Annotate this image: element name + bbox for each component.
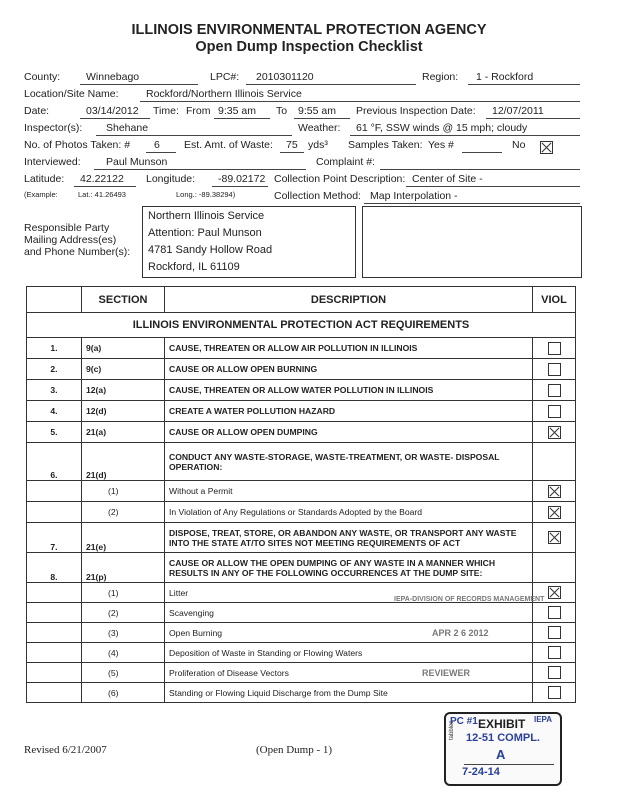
time-to-line xyxy=(294,118,350,119)
row-section: 21(d) xyxy=(82,443,165,481)
row-section: 12(a) xyxy=(82,380,165,401)
table-row xyxy=(27,623,576,643)
complaint-line xyxy=(380,169,580,170)
table-row xyxy=(27,380,576,401)
complaint-label: Complaint #: xyxy=(316,156,375,168)
row-section: 21(a) xyxy=(82,422,165,443)
location-value: Rockford/Northern Illinois Service xyxy=(146,88,302,100)
collection-method-line xyxy=(364,203,580,204)
viol-checkbox[interactable] xyxy=(548,342,561,355)
row-description: CAUSE OR ALLOW OPEN DUMPING xyxy=(165,422,533,443)
row-number: 1. xyxy=(27,338,82,359)
row-viol xyxy=(533,338,576,359)
row-section: 12(d) xyxy=(82,401,165,422)
row-description: Without a Permit xyxy=(165,481,533,502)
weather-label: Weather: xyxy=(298,122,341,134)
county-line xyxy=(80,84,198,85)
revised-date: Revised 6/21/2007 xyxy=(24,744,107,756)
collection-method-value: Map Interpolation - xyxy=(370,190,458,202)
row-description: CAUSE, THREATEN OR ALLOW WATER POLLUTION IN ILLINOIS xyxy=(165,380,533,401)
checklist-table xyxy=(26,286,576,703)
samples-label: Samples Taken: xyxy=(348,139,423,151)
header-section: SECTION xyxy=(82,287,165,313)
samples-yes-line xyxy=(462,152,502,153)
date-line xyxy=(80,118,150,119)
received-stamp: IEPA-DIVISION OF RECORDS MANAGEMENT xyxy=(394,596,545,603)
viol-checkbox[interactable] xyxy=(548,506,561,519)
viol-checkbox[interactable] xyxy=(548,405,561,418)
inspector-value: Shehane xyxy=(106,122,149,134)
row-number: 3. xyxy=(27,380,82,401)
example-lat: Lat.: 41.26493 xyxy=(78,190,126,199)
page-number: (Open Dump - 1) xyxy=(256,744,333,756)
example-long: Long.: -89.38294) xyxy=(176,190,236,199)
table-row xyxy=(27,338,576,359)
row-number xyxy=(27,583,82,603)
rp-line-3: 4781 Sandy Hollow Road xyxy=(148,244,273,256)
row-number xyxy=(27,663,82,683)
row-number: 4. xyxy=(27,401,82,422)
row-viol xyxy=(533,603,576,623)
example-label: (Example: xyxy=(24,190,58,199)
row-section: (4) xyxy=(82,643,165,663)
row-viol xyxy=(533,623,576,643)
row-section: (2) xyxy=(82,603,165,623)
viol-checkbox[interactable] xyxy=(548,363,561,376)
row-description: CAUSE, THREATEN OR ALLOW AIR POLLUTION IN ILLINOIS xyxy=(165,338,533,359)
viol-checkbox[interactable] xyxy=(548,686,561,699)
location-label: Location/Site Name: xyxy=(24,88,119,100)
header-blank xyxy=(27,287,82,313)
exhibit-letter: A xyxy=(496,747,506,762)
reviewer-stamp: REVIEWER xyxy=(422,668,471,678)
collection-point-label: Collection Point Description: xyxy=(274,173,406,185)
table-row xyxy=(27,422,576,443)
row-number xyxy=(27,603,82,623)
row-viol xyxy=(533,663,576,683)
yds-label: yds³ xyxy=(308,139,328,151)
row-description: Deposition of Waste in Standing or Flowing Waters xyxy=(165,643,533,663)
waste-line xyxy=(280,152,304,153)
table-row xyxy=(27,481,576,502)
table-row xyxy=(27,359,576,380)
row-description: DISPOSE, TREAT, STORE, OR ABANDON ANY WASTE, OR TRANSPORT ANY WASTE INTO THE STATE AT/TO SITES NOT MEETING REQUIREMENTS OF ACT xyxy=(165,523,533,553)
longitude-line xyxy=(212,186,268,187)
longitude-value: -89.02172 xyxy=(218,173,266,185)
date-label: Date: xyxy=(24,105,50,117)
time-to-value: 9:55 am xyxy=(298,105,336,117)
interviewed-line xyxy=(94,169,306,170)
interviewed-value: Paul Munson xyxy=(106,156,168,168)
rp-line-1: Northern Illinois Service xyxy=(148,210,265,222)
exhibit-label: EXHIBIT xyxy=(478,717,526,731)
row-number xyxy=(27,481,82,502)
collection-method-label: Collection Method: xyxy=(274,190,361,202)
table-row xyxy=(27,683,576,703)
form-title: Open Dump Inspection Checklist xyxy=(195,39,423,55)
to-label: To xyxy=(276,105,288,117)
photos-value: 6 xyxy=(154,139,160,151)
row-description: Litter xyxy=(165,583,533,603)
table-row xyxy=(27,603,576,623)
row-section: 9(a) xyxy=(82,338,165,359)
latitude-label: Latitude: xyxy=(24,173,65,185)
table-row xyxy=(27,553,576,583)
exhibit-line xyxy=(464,764,554,765)
waste-value: 75 xyxy=(286,139,298,151)
rp-line-4: Rockford, IL 61109 xyxy=(148,261,240,273)
row-number: 6. xyxy=(27,443,82,481)
row-viol xyxy=(533,380,576,401)
region-label: Region: xyxy=(422,71,459,83)
viol-checkbox[interactable] xyxy=(548,646,561,659)
row-section: 9(c) xyxy=(82,359,165,380)
row-viol xyxy=(533,502,576,523)
row-description: CONDUCT ANY WASTE-STORAGE, WASTE-TREATMENT, OR WASTE- DISPOSAL OPERATION: xyxy=(165,443,533,481)
row-description: Standing or Flowing Liquid Discharge from the Dump Site xyxy=(165,683,533,703)
samples-no-label: No xyxy=(512,139,526,151)
row-viol xyxy=(533,422,576,443)
interviewed-label: Interviewed: xyxy=(24,156,81,168)
inspector-label: Inspector(s): xyxy=(24,122,83,134)
responsible-party-box xyxy=(142,206,356,278)
inspector-line xyxy=(96,135,292,136)
prev-inspection-label: Previous Inspection Date: xyxy=(356,105,476,117)
exhibit-date: 7-24-14 xyxy=(462,766,500,778)
row-section: 21(p) xyxy=(82,553,165,583)
row-viol xyxy=(533,481,576,502)
viol-checkbox[interactable] xyxy=(548,426,561,439)
latitude-value: 42.22122 xyxy=(80,173,124,185)
viol-checkbox[interactable] xyxy=(548,384,561,397)
date-value: 03/14/2012 xyxy=(86,105,139,117)
rp-label-2: Mailing Address(es) xyxy=(24,234,117,246)
region-line xyxy=(468,84,580,85)
row-number xyxy=(27,643,82,663)
exhibit-hand-2: IEPA xyxy=(534,715,553,724)
table-row xyxy=(27,663,576,683)
row-number: 7. xyxy=(27,523,82,553)
county-label: County: xyxy=(24,71,61,83)
row-section: (1) xyxy=(82,583,165,603)
row-number: 5. xyxy=(27,422,82,443)
county-value: Winnebago xyxy=(86,71,140,83)
region-value: 1 - Rockford xyxy=(476,71,534,83)
row-viol xyxy=(533,443,576,481)
collection-point-value: Center of Site - xyxy=(412,173,483,185)
samples-no-checkbox[interactable] xyxy=(540,139,553,157)
rp-line-2: Attention: Paul Munson xyxy=(148,227,262,239)
row-description: Proliferation of Disease Vectors xyxy=(165,663,533,683)
table-row xyxy=(27,502,576,523)
from-label: From xyxy=(186,105,211,117)
prev-inspection-value: 12/07/2011 xyxy=(492,105,544,117)
agency-title: ILLINOIS ENVIRONMENTAL PROTECTION AGENCY xyxy=(131,22,487,38)
viol-checkbox[interactable] xyxy=(548,586,561,599)
location-line xyxy=(140,101,580,102)
lpc-value: 2010301120 xyxy=(256,71,314,83)
row-section: (6) xyxy=(82,683,165,703)
table-row xyxy=(27,643,576,663)
row-number xyxy=(27,683,82,703)
latitude-line xyxy=(74,186,136,187)
time-label: Time: xyxy=(153,105,179,117)
row-description: CREATE A WATER POLLUTION HAZARD xyxy=(165,401,533,422)
row-description: CAUSE OR ALLOW OPEN BURNING xyxy=(165,359,533,380)
prev-inspection-line xyxy=(486,118,580,119)
table-row xyxy=(27,523,576,553)
waste-label: Est. Amt. of Waste: xyxy=(184,139,273,151)
collection-point-line xyxy=(406,186,580,187)
time-from-value: 9:35 am xyxy=(218,105,256,117)
row-number xyxy=(27,502,82,523)
table-row xyxy=(27,443,576,481)
secondary-party-box xyxy=(362,206,582,278)
exhibit-hand-3: 12-51 COMPL. xyxy=(466,732,540,744)
row-description: CAUSE OR ALLOW THE OPEN DUMPING OF ANY WASTE IN A MANNER WHICH RESULTS IN ANY OF THE FOLLOWING OCCURRENCES AT THE DUMP SITE: xyxy=(165,553,533,583)
row-description: Scavenging xyxy=(165,603,533,623)
row-number xyxy=(27,623,82,643)
rp-label-3: and Phone Number(s): xyxy=(24,246,131,258)
exhibit-sticker xyxy=(444,712,562,786)
exhibit-hand-1: PC #1 xyxy=(450,716,478,727)
row-description: In Violation of Any Regulations or Standards Adopted by the Board xyxy=(165,502,533,523)
row-description: Open Burning xyxy=(165,623,533,643)
row-viol xyxy=(533,523,576,553)
row-section: (3) xyxy=(82,623,165,643)
viol-checkbox[interactable] xyxy=(548,485,561,498)
header-description: DESCRIPTION xyxy=(165,287,533,313)
lpc-label: LPC#: xyxy=(210,71,240,83)
rp-label-1: Responsible Party xyxy=(24,222,110,234)
lpc-line xyxy=(246,84,416,85)
row-section: 21(e) xyxy=(82,523,165,553)
row-section: (5) xyxy=(82,663,165,683)
row-number: 8. xyxy=(27,553,82,583)
row-number: 2. xyxy=(27,359,82,380)
header-viol: VIOL xyxy=(533,287,576,313)
row-viol xyxy=(533,401,576,422)
viol-checkbox[interactable] xyxy=(548,666,561,679)
row-viol xyxy=(533,553,576,583)
time-from-line xyxy=(214,118,270,119)
received-date-stamp: APR 2 6 2012 xyxy=(432,628,489,638)
weather-value: 61 °F, SSW winds @ 15 mph; cloudy xyxy=(356,122,528,134)
exhibit-tag: tabbles xyxy=(449,720,455,740)
viol-checkbox[interactable] xyxy=(548,626,561,639)
row-section: (2) xyxy=(82,502,165,523)
row-viol xyxy=(533,643,576,663)
viol-checkbox[interactable] xyxy=(548,606,561,619)
photos-line xyxy=(146,152,176,153)
photos-label: No. of Photos Taken: # xyxy=(24,139,131,151)
longitude-label: Longitude: xyxy=(146,173,196,185)
samples-yes-label: Yes # xyxy=(428,139,454,151)
row-viol xyxy=(533,683,576,703)
viol-checkbox[interactable] xyxy=(548,531,561,544)
weather-line xyxy=(350,135,580,136)
row-section: (1) xyxy=(82,481,165,502)
act-heading: ILLINOIS ENVIRONMENTAL PROTECTION ACT REQUIREMENTS xyxy=(27,313,576,338)
table-row xyxy=(27,401,576,422)
row-viol xyxy=(533,359,576,380)
